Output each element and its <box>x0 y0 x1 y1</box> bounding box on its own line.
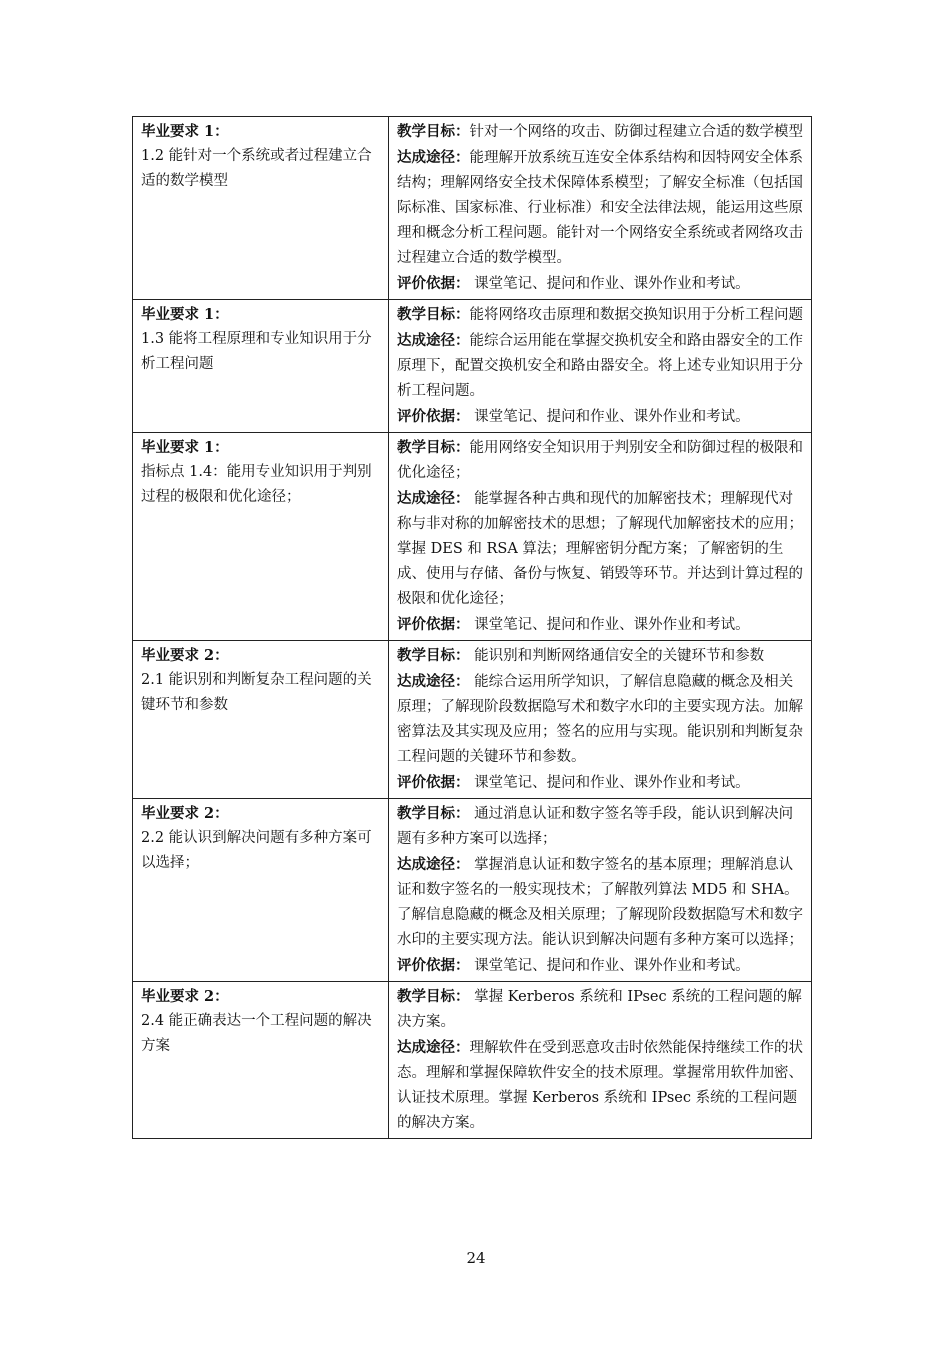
table-row <box>133 799 812 982</box>
path-label: 达成途径： <box>397 490 470 507</box>
path-label: 达成途径： <box>397 856 470 873</box>
eval-label: 评价依据： <box>397 408 470 425</box>
eval-label: 评价依据： <box>397 275 470 292</box>
path-text: 能综合运用能在掌握交换机安全和路由器安全的工作原理下，配置交换机安全和路由器安全。将上述专业知识用于分析工程问题。 <box>397 333 803 399</box>
goal-paragraph <box>397 119 804 145</box>
requirement-title: 毕业要求 1： <box>141 439 229 456</box>
goal-label: 教学目标： <box>397 439 470 456</box>
requirement-cell <box>133 117 389 300</box>
requirements-table <box>132 116 812 1139</box>
requirement-text: 1.3 能将工程原理和专业知识用于分析工程问题 <box>141 331 372 372</box>
requirement-title: 毕业要求 2： <box>141 805 229 822</box>
goal-text: 能识别和判断网络通信安全的关键环节和参数 <box>469 648 765 664</box>
path-paragraph <box>397 669 804 770</box>
goal-paragraph <box>397 984 804 1035</box>
goal-label: 教学目标： <box>397 123 470 140</box>
path-paragraph <box>397 328 804 404</box>
requirement-text: 2.4 能正确表达一个工程问题的解决方案 <box>141 1013 372 1054</box>
requirement-cell <box>133 641 389 799</box>
goal-text: 通过消息认证和数字签名等手段，能认识到解决问题有多种方案可以选择； <box>397 806 794 847</box>
eval-label: 评价依据： <box>397 957 470 974</box>
eval-paragraph <box>397 271 804 297</box>
eval-paragraph <box>397 953 804 979</box>
goal-paragraph <box>397 435 804 486</box>
path-text: 能综合运用所学知识，了解信息隐藏的概念及相关原理；了解现阶段数据隐写术和数字水印的主要实现方法。加解密算法及其实现及应用；签名的应用与实现。能识别和判断复杂工程问题的关键环节和参数。 <box>397 674 803 765</box>
requirement-text: 指标点 1.4：能用专业知识用于判别过程的极限和优化途径； <box>141 464 372 505</box>
support-cell <box>389 641 812 799</box>
requirement-cell <box>133 300 389 433</box>
path-label: 达成途径： <box>397 673 470 690</box>
goal-label: 教学目标： <box>397 647 470 664</box>
table-row <box>133 641 812 799</box>
eval-label: 评价依据： <box>397 616 470 633</box>
table-row <box>133 433 812 641</box>
goal-paragraph <box>397 801 804 852</box>
eval-paragraph <box>397 612 804 638</box>
requirement-text: 2.2 能认识到解决问题有多种方案可以选择； <box>141 830 372 871</box>
goal-label: 教学目标： <box>397 988 470 1005</box>
path-label: 达成途径： <box>397 332 470 349</box>
requirement-text: 2.1 能识别和判断复杂工程问题的关键环节和参数 <box>141 672 372 713</box>
path-paragraph <box>397 852 804 953</box>
path-text: 掌握消息认证和数字签名的基本原理；理解消息认证和数字签名的一般实现技术；了解散列算法 MD5 和 SHA。了解信息隐藏的概念及相关原理；了解现阶段数据隐写术和数字水印的主要实现方法。能认识到解决问题有多种方案可以选择； <box>397 857 803 948</box>
requirement-text: 1.2 能针对一个系统或者过程建立合适的数学模型 <box>141 148 372 189</box>
goal-text: 能用网络安全知识用于判别安全和防御过程的极限和优化途径； <box>397 440 803 481</box>
requirement-title: 毕业要求 2： <box>141 647 229 664</box>
eval-paragraph <box>397 770 804 796</box>
requirement-cell <box>133 433 389 641</box>
requirement-cell <box>133 799 389 982</box>
support-cell <box>389 117 812 300</box>
requirement-title: 毕业要求 1： <box>141 123 229 140</box>
goal-label: 教学目标： <box>397 805 470 822</box>
path-text: 理解软件在受到恶意攻击时依然能保持继续工作的状态。理解和掌握保障软件安全的技术原理。掌握常用软件加密、认证技术原理。掌握 Kerberos 系统和 IPsec 系统的工程问题的解决方案。 <box>397 1040 803 1131</box>
requirement-cell <box>133 982 389 1139</box>
eval-paragraph <box>397 404 804 430</box>
eval-text: 课堂笔记、提问和作业、课外作业和考试。 <box>469 958 750 974</box>
goal-text: 针对一个网络的攻击、防御过程建立合适的数学模型 <box>469 124 803 140</box>
table-row <box>133 117 812 300</box>
goal-text: 能将网络攻击原理和数据交换知识用于分析工程问题 <box>469 307 803 323</box>
path-text: 能掌握各种古典和现代的加解密技术；理解现代对称与非对称的加解密技术的思想；了解现代加解密技术的应用；掌握 DES 和 RSA 算法；理解密钥分配方案；了解密钥的生成、使用与存储、备份与恢复、销毁等环节。并达到计算过程的极限和优化途径； <box>397 491 803 607</box>
eval-text: 课堂笔记、提问和作业、课外作业和考试。 <box>469 276 750 292</box>
goal-label: 教学目标： <box>397 306 470 323</box>
path-paragraph <box>397 145 804 271</box>
path-paragraph <box>397 1035 804 1136</box>
eval-label: 评价依据： <box>397 774 470 791</box>
goal-paragraph <box>397 302 804 328</box>
requirement-title: 毕业要求 1： <box>141 306 229 323</box>
path-label: 达成途径： <box>397 1039 470 1056</box>
support-cell <box>389 300 812 433</box>
goal-paragraph <box>397 643 804 669</box>
requirement-title: 毕业要求 2： <box>141 988 229 1005</box>
path-label: 达成途径： <box>397 149 470 166</box>
page-number: 24 <box>466 1249 486 1267</box>
eval-text: 课堂笔记、提问和作业、课外作业和考试。 <box>469 617 750 633</box>
table-row <box>133 300 812 433</box>
table-row <box>133 982 812 1139</box>
support-cell <box>389 982 812 1139</box>
eval-text: 课堂笔记、提问和作业、课外作业和考试。 <box>469 775 750 791</box>
eval-text: 课堂笔记、提问和作业、课外作业和考试。 <box>469 409 750 425</box>
path-text: 能理解开放系统互连安全体系结构和因特网安全体系结构；理解网络安全技术保障体系模型；了解安全标准（包括国际标准、国家标准、行业标准）和安全法律法规，能运用这些原理和概念分析工程问题。能针对一个网络安全系统或者网络攻击过程建立合适的数学模型。 <box>397 150 803 266</box>
support-cell <box>389 799 812 982</box>
support-cell <box>389 433 812 641</box>
goal-text: 掌握 Kerberos 系统和 IPsec 系统的工程问题的解决方案。 <box>397 989 802 1030</box>
path-paragraph <box>397 486 804 612</box>
